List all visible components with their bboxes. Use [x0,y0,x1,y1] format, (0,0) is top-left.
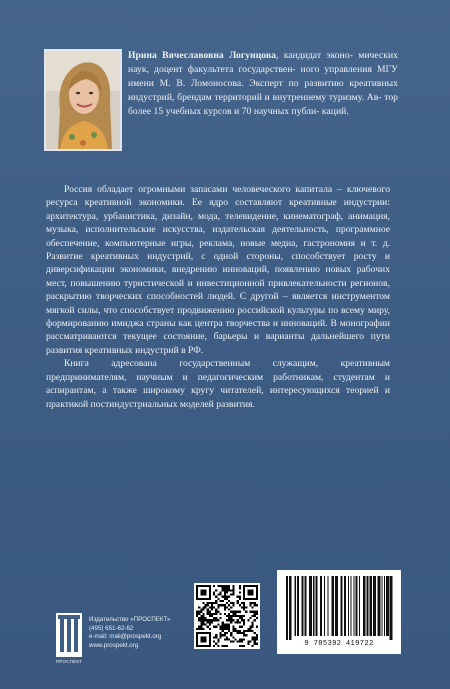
author-bio-line: тор более 15 учебных курсов и 70 научных публи- [128,92,399,117]
annotation-paragraph: Россия обладает огромными запасами человеческого капитала – ключевого ресурса креативной экономики. Ее ядро составляют креативные индустрии: архитектура, урбанистика, дизайн, мода, телевидение, кинематограф, анимация, музыка, исполнительские искусства, издательская деятельность, программное обеспечение, компьютерные игры, реклама, новые медиа, гастрономия и т. д. Развитие креативных индустрий, с одной стороны, способствует росту и диверсификации экономики, внедрению инноваций, появлению новых рабочих мест, повышению туристической и инвестиционной привлекательности регионов, раскрытию творческих способностей людей. С другой – является инструментом мягкой силы, что способствует продвижению российской культуры по всему миру, формированию имиджа страны как центра творчества и инноваций. В монографии рассматриваются текущее состояние, барьеры и варианты дальнейшего пути развития креативных индустрий в РФ. [46,184,390,356]
author-bio-line: брендам территорий и внутреннему туризму. Ав- [177,92,382,103]
publisher-info [89,616,171,650]
publisher-website: www.prospekt.org [89,641,139,649]
barcode-icon [277,570,401,640]
qr-code [194,583,260,649]
author-bio-line: Эксперт по развитию креативных индустрий, [128,78,398,103]
author-bio-line: ного управления МГУ имени М. В. Ломоносова. [128,64,398,89]
publisher-phone: (495) 651-62-62 [89,624,134,632]
publisher-email: e-mail: mail@prospekt.org [89,633,162,641]
author-photo [44,49,122,151]
author-bio-line: мических наук, доцент факультета государствен- [128,50,398,75]
isbn-digits: 9 785392 419722 [304,640,374,648]
annotation-text [46,183,390,411]
isbn-barcode [277,570,401,654]
annotation-paragraph: Книга адресована государственным служащим, креативным предпринимателям, научным и педагогическим работникам, студентам и аспирантам, а также широкому кругу читателей, интересующихся теорией и практикой постиндустриальных моделей развития. [46,358,390,410]
publisher-label: Издательство «ПРОСПЕКТ» [89,616,171,623]
prospekt-logo-text: ПРОСПЕКТ [55,659,83,664]
author-name: Ирина Вячеславовна Логунцова [128,50,276,61]
author-portrait-image [46,51,120,149]
author-bio [128,49,398,119]
author-bio-line: , кандидат эконо- [275,50,353,61]
author-bio-line: каций. [321,106,349,117]
publisher-block [56,613,216,673]
qr-code-icon [196,585,258,647]
